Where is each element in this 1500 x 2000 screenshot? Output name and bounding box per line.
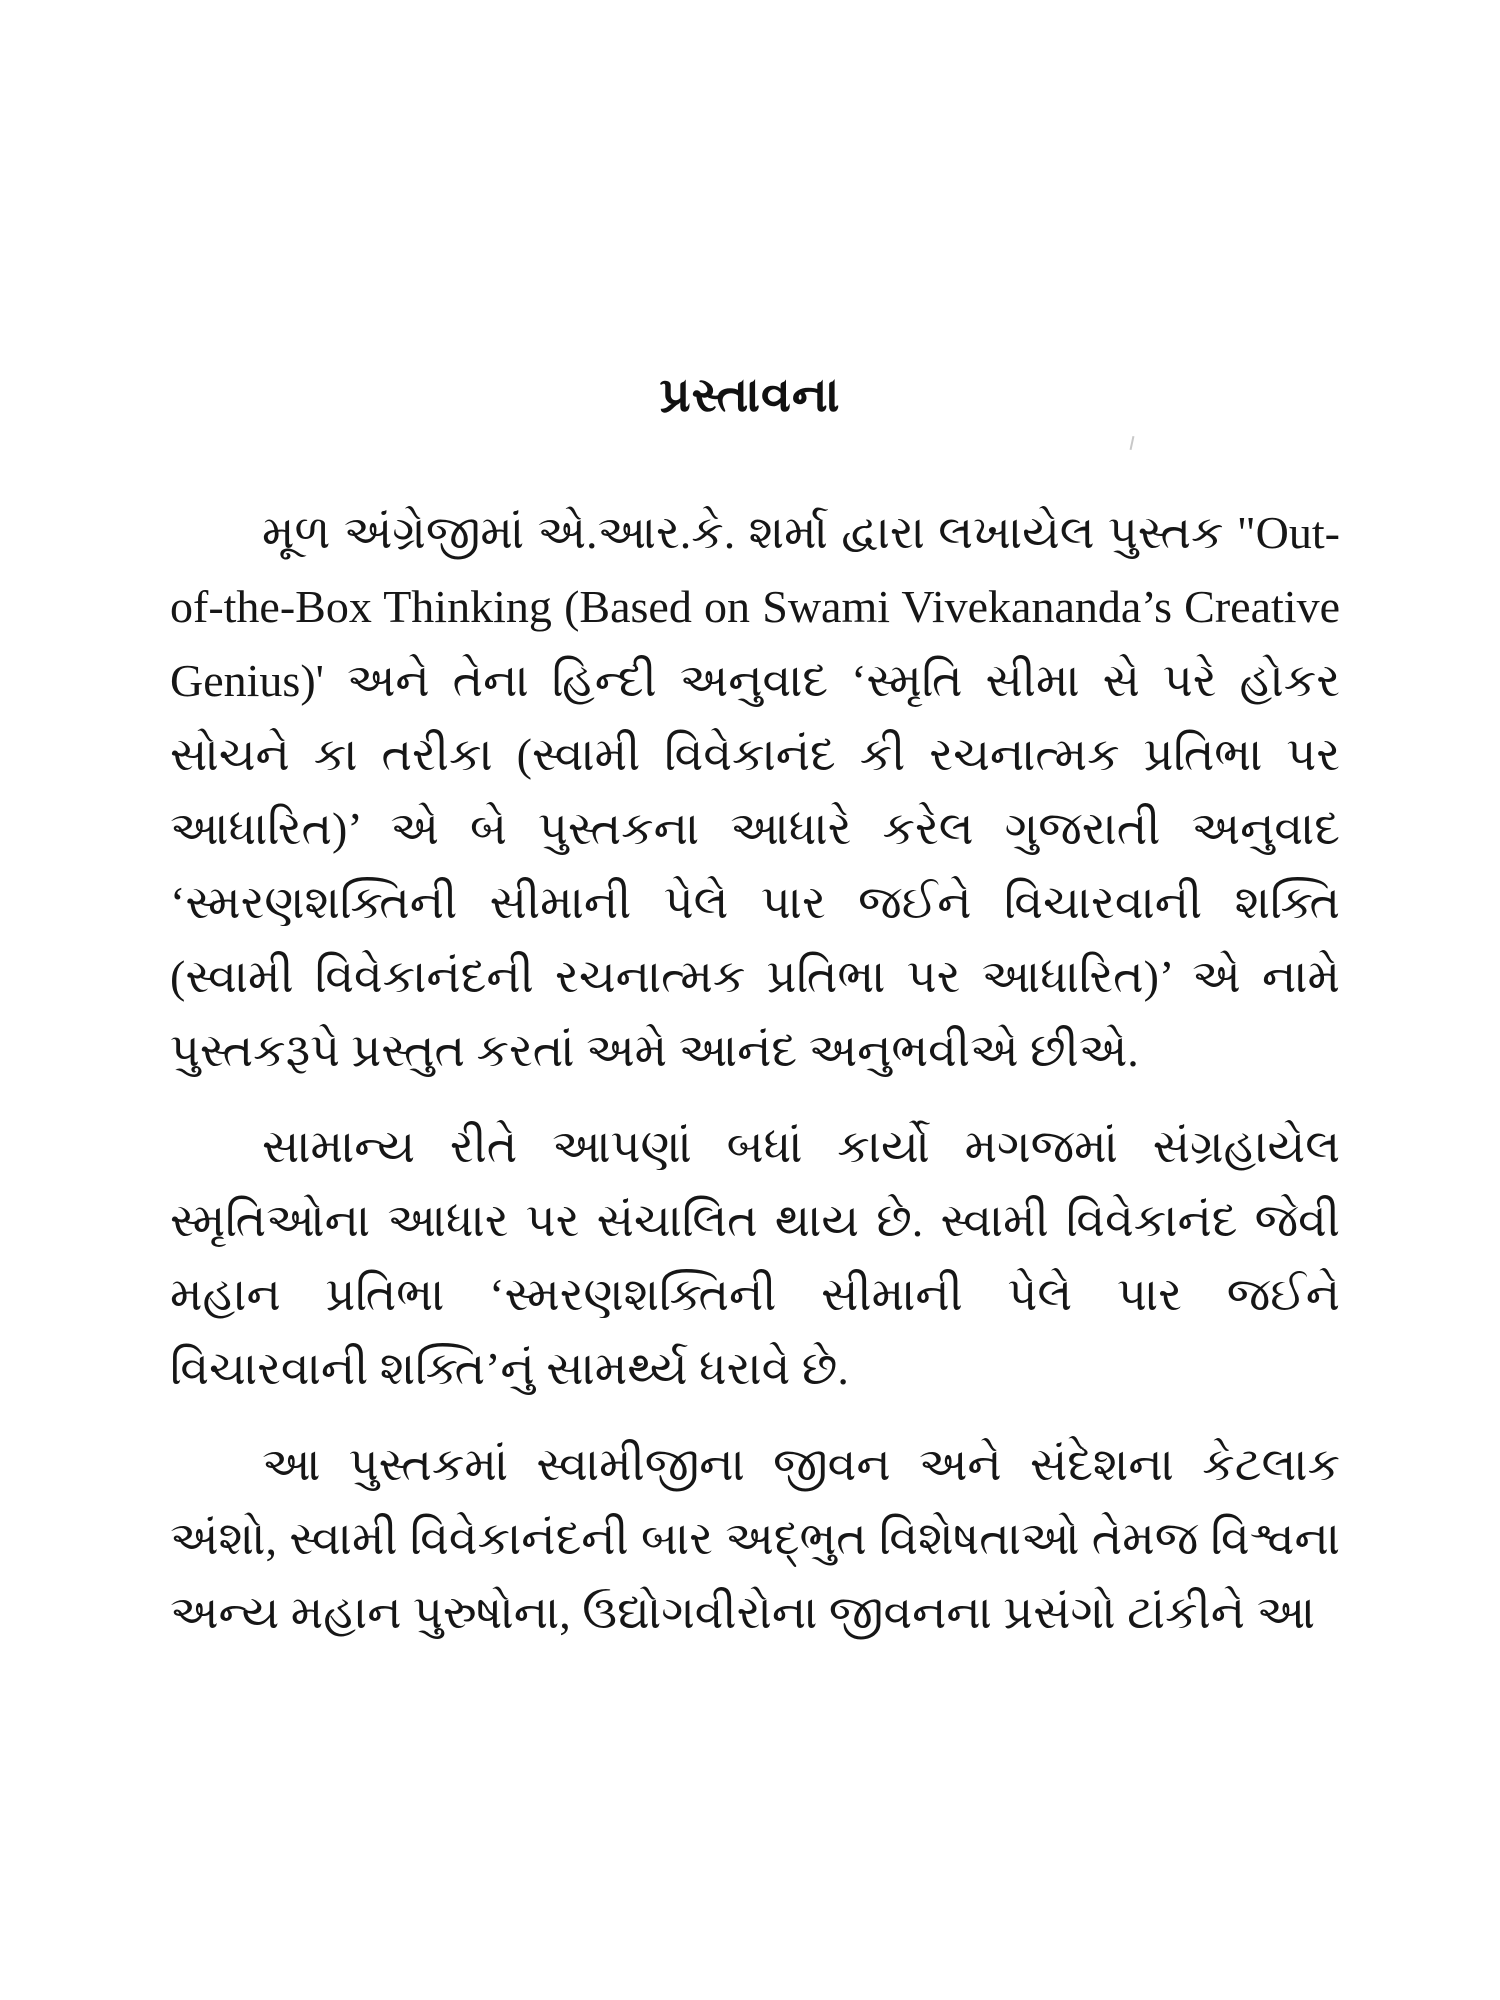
paragraph-3: આ પુસ્તકમાં સ્વામીજીના જીવન અને સંદેશના કેટલાક અંશો, સ્વામી વિવેકાનંદની બાર અદ્ભુત વિશેષતાઓ તેમજ વિશ્વના અન્ય મહાન પુરુષોના, ઉદ્યોગવીરોના જીવનના પ્રસંગો ટાંકીને આ xyxy=(170,1439,1340,1638)
paragraph-2: સામાન્ય રીતે આપણાં બધાં કાર્યો મગજમાં સંગ્રહાયેલ સ્મૃતિઓના આધાર પર સંચાલિત થાય છે. સ્વામી વિવેકાનંદ જેવી મહાન પ્રતિભા ‘સ્મરણશક્તિની સીમાની પેલે પાર જઈને વિચારવાની શક્તિ’નું સામર્થ્ય ધરાવે છે. xyxy=(170,1121,1340,1394)
paragraph-1: મૂળ અંગ્રેજીમાં એ.આર.કે. શર્મા દ્વારા લખાયેલ પુસ્તક "Out-of-the-Box Thinking (Based on Swami Vivekananda’s Creative Genius)' અને તેના હિન્દી અનુવાદ ‘સ્મૃતિ સીમા સે પરે હોકર સોચને કા તરીકા (સ્વામી વિવેકાનંદ કી રચનાત્મક પ્રતિભા પર આધારિત)’ એ બે પુસ્તકના આધારે કરેલ ગુજરાતી અનુવાદ ‘સ્મરણશક્તિની સીમાની પેલે પાર જઈને વિચારવાની શક્તિ (સ્વામી વિવેકાનંદની રચનાત્મક પ્રતિભા પર આધારિત)’ એ નામે પુસ્તકરૂપે પ્રસ્તુત કરતાં અમે આનંદ અનુભવીએ છીએ. xyxy=(170,507,1340,1076)
scan-mark xyxy=(1130,436,1135,450)
preface-body xyxy=(170,496,1340,1650)
page-heading: પ્રસ્તાવના xyxy=(659,369,841,422)
